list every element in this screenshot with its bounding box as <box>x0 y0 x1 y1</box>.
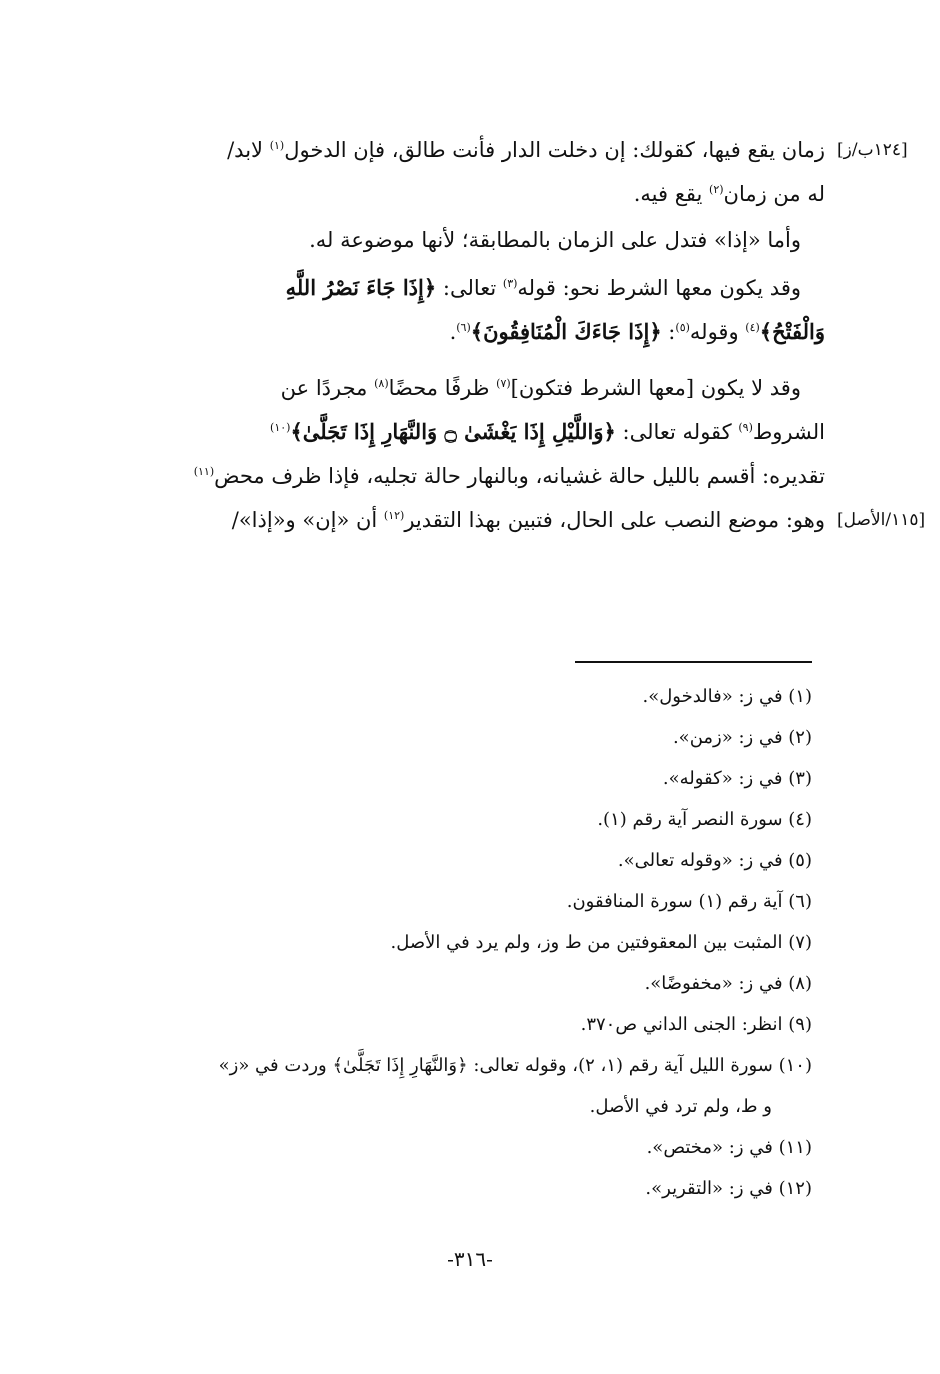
footnote-ref[interactable]: (١٢) <box>383 509 405 522</box>
footnote: (٧) المثبت بين المعقوفتين من ط وز، ولم يرد في الأصل. <box>390 932 812 953</box>
text-run: تعالى: <box>436 276 503 300</box>
text-line-3 <box>110 218 825 262</box>
footnote: (٥) في ز: «وقوله تعالى». <box>617 850 812 871</box>
text-line-7 <box>110 410 825 454</box>
footnote: (١١) في ز: «مختص». <box>646 1137 812 1158</box>
quran-verse: ﴿إِذَا جَاءَ نَصْرُ اللَّهِ <box>285 275 437 300</box>
footnotes <box>100 676 812 1209</box>
page-number: -٣١٦- <box>447 1247 493 1271</box>
text-line-6 <box>110 366 825 410</box>
text-run: وقد يكون معها الشرط نحو: قوله <box>517 276 801 300</box>
text-run: وأما «إذا» فتدل على الزمان بالمطابقة؛ لأنها موضوعة له. <box>309 228 801 252</box>
text-run: الشروط <box>752 420 825 444</box>
footnote-ref[interactable]: (١٠) <box>270 421 291 434</box>
footnote: (٤) سورة النصر آية رقم (١). <box>597 809 812 830</box>
footnote-ref[interactable]: (١١) <box>193 465 215 478</box>
text-run: كقوله تعالى: <box>615 420 739 444</box>
quran-verse: ﴿إِذَا جَاءَكَ الْمُنَافِقُونَ﴾ <box>470 319 662 344</box>
text-line-2 <box>110 172 825 216</box>
footnote-ref[interactable]: (٦) <box>456 321 471 334</box>
footnote-ref[interactable]: (٢) <box>709 183 724 196</box>
footnote-ref[interactable]: (٣) <box>502 277 518 290</box>
footnote: (٣) في ز: «كقوله». <box>662 768 812 789</box>
footnote-ref[interactable]: (٤) <box>745 321 760 334</box>
footnote: (٢) في ز: «زمن». <box>672 727 812 748</box>
text-run: أن «إن» و«إذا»/ <box>231 508 384 532</box>
text-line-1 <box>110 128 908 172</box>
footnote-ref[interactable]: (٨) <box>374 377 389 390</box>
text-line-4 <box>110 266 825 310</box>
footnote-ref[interactable]: (٩) <box>738 421 753 434</box>
text-run: وقوله <box>689 320 746 344</box>
footnote-continuation: و ط، ولم ترد في الأصل. <box>589 1096 772 1117</box>
text-run: تقديره: أقسم بالليل حالة غشيانه، وبالنهار حالة تجليه، فإذا ظرف محض <box>214 464 825 488</box>
text-run: زمان يقع فيها، كقولك: إن دخلت الدار فأنت طالق، فإن الدخول <box>284 138 825 162</box>
text-line-9 <box>110 498 926 542</box>
footnote: (١٠) سورة الليل آية رقم (١، ٢)، وقوله تعالى: ﴿وَالنَّهَارِ إِذَا تَجَلَّىٰ﴾ وردت في «ز» <box>218 1055 812 1076</box>
text-run: وهو: موضع النصب على الحال، فتبين بهذا التقدير <box>404 508 825 532</box>
footnote-ref[interactable]: (١) <box>269 139 285 152</box>
footnote: (٦) آية رقم (١) سورة المنافقون. <box>566 891 812 912</box>
footnote-ref[interactable]: (٧) <box>496 377 511 390</box>
text-run: يقع فيه. <box>633 182 710 206</box>
margin-ref-bottom: [١١٥/الأصل] <box>837 510 926 530</box>
footnote-separator <box>575 661 812 663</box>
text-run: وقد لا يكون [معها الشرط فتكون] <box>510 376 801 400</box>
text-run: : <box>661 320 676 344</box>
text-run: له من زمان <box>723 182 825 206</box>
quran-verse: ﴿وَاللَّيْلِ إِذَا يَغْشَىٰ ۝ وَالنَّهَارِ إِذَا تَجَلَّىٰ﴾ <box>290 419 616 444</box>
footnote-ref[interactable]: (٥) <box>675 321 690 334</box>
text-line-5 <box>110 310 825 354</box>
main-text <box>110 128 926 542</box>
text-run: ظرفًا محضًا <box>388 376 497 400</box>
footnote: (١٢) في ز: «التقرير». <box>645 1178 812 1199</box>
footnote: (٨) في ز: «مخفوضًا». <box>644 973 812 994</box>
margin-ref-top: [١٢٤ب/ز] <box>837 140 908 160</box>
quran-verse: وَالْفَتْحُ﴾ <box>759 319 825 344</box>
text-line-8 <box>110 454 825 498</box>
text-run: لابد/ <box>227 138 270 162</box>
footnote: (١) في ز: «فالدخول». <box>642 686 812 707</box>
footnote: (٩) انظر: الجنى الداني ص٣٧٠. <box>580 1014 812 1035</box>
text-run: . <box>449 320 457 344</box>
text-run: مجردًا عن <box>280 376 375 400</box>
